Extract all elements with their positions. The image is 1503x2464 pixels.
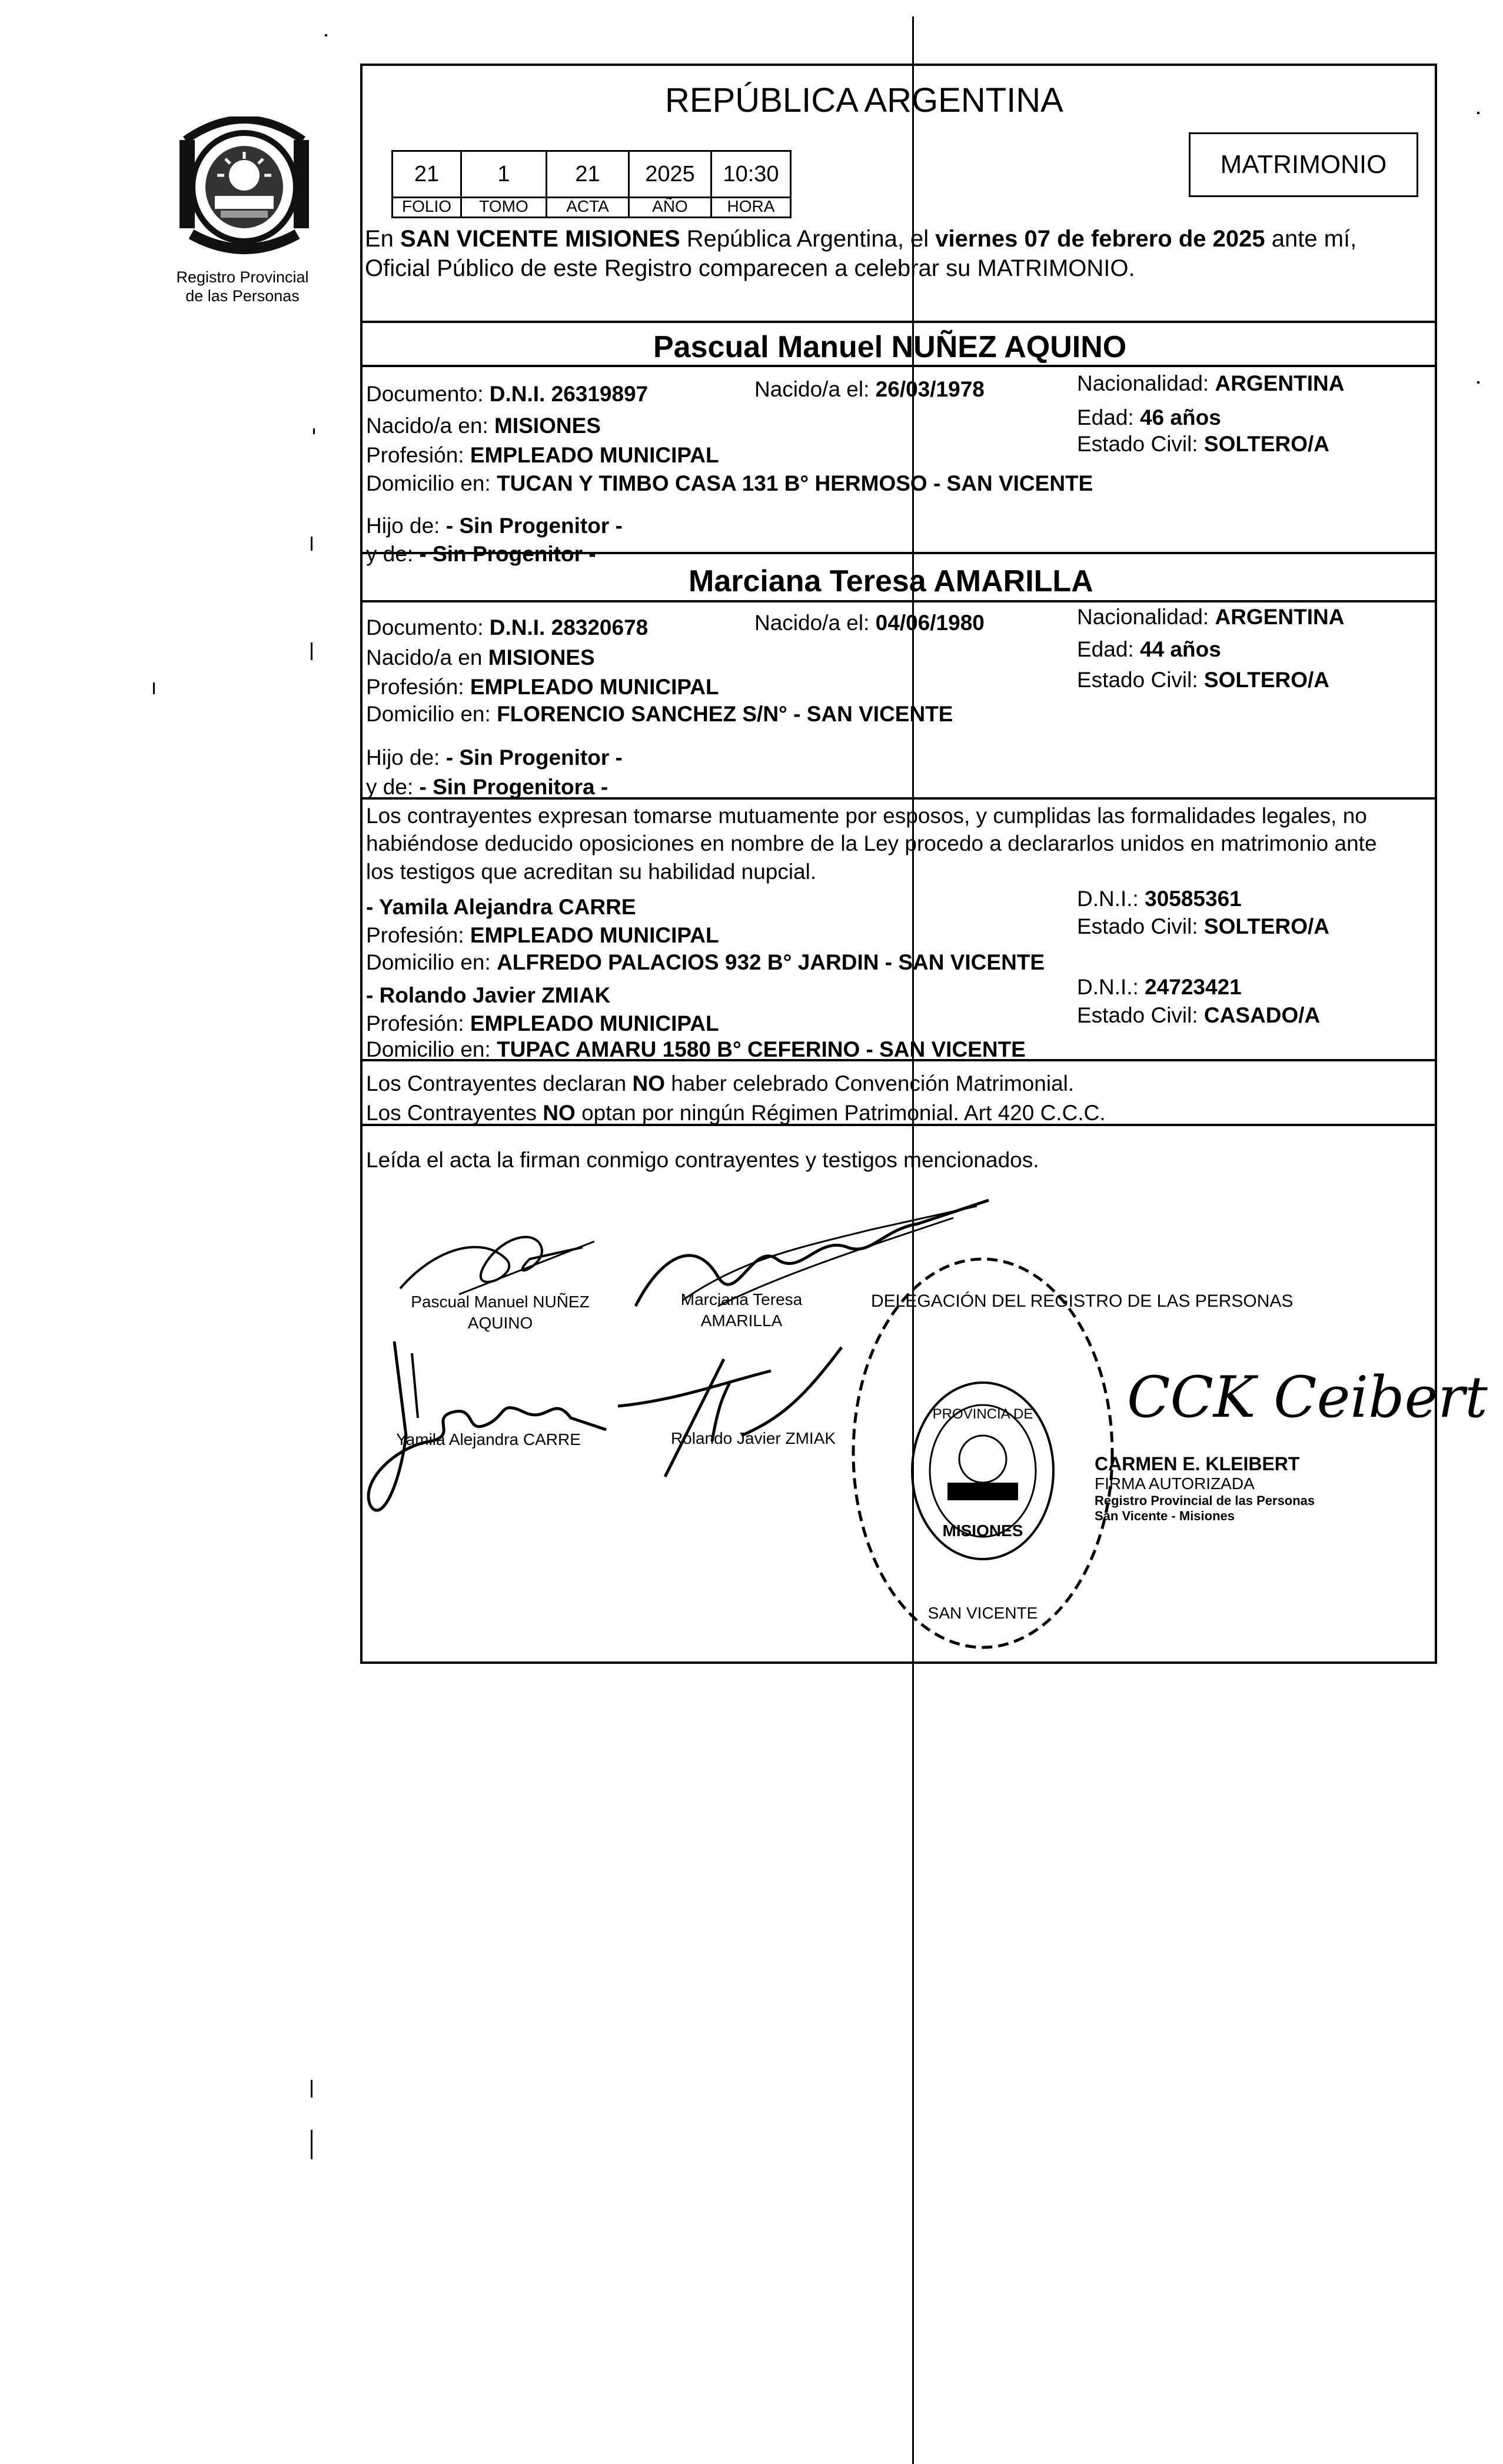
record-cell-hora: 10:30 HORA — [710, 150, 792, 218]
witness2-address: Domicilio en: TUPAC AMARU 1580 B° CEFERINO - SAN VICENTE — [366, 1037, 1026, 1061]
spouse1-born-date: Nacido/a el: 26/03/1978 — [754, 377, 985, 401]
official-signature: CCK Ceibert — [1127, 1364, 1488, 1430]
intro-line1: En SAN VICENTE MISIONES República Argentina, el viernes 07 de febrero de 2025 ante mí, — [365, 226, 1357, 252]
signature-label-spouse2-line2: AMARILLA — [700, 1311, 783, 1330]
signature-label-spouse1-line1: Pascual Manuel NUÑEZ — [411, 1293, 590, 1311]
spouse2-document: Documento: D.N.I. 28320678 — [366, 615, 649, 640]
spouse1-civil-status: Estado Civil: SOLTERO/A — [1077, 432, 1330, 456]
consent-line2: habiéndose deducido oposiciones en nombre de la Ley procedo a declararlos unidos en matrimonio ante — [366, 831, 1377, 855]
page-title: REPÚBLICA ARGENTINA — [665, 81, 1063, 119]
logo-caption-line1: Registro Provincial — [176, 268, 309, 286]
stamp-bottom-text: SAN VICENTE — [927, 1604, 1038, 1622]
spouse1-mother: y de: - Sin Progenitor - — [366, 542, 596, 566]
closing-text: Leída el acta la firman conmigo contrayentes y testigos mencionados. — [366, 1148, 1039, 1172]
spouse1-nationality: Nacionalidad: ARGENTINA — [1077, 371, 1345, 395]
official-role: FIRMA AUTORIZADA — [1095, 1474, 1255, 1493]
stamp-ring-text: DELEGACIÓN DEL REGISTRO DE LAS PERSONAS — [871, 1291, 1293, 1311]
spouse2-born-date: Nacido/a el: 04/06/1980 — [754, 611, 985, 635]
official-name: CARMEN E. KLEIBERT — [1095, 1453, 1300, 1474]
record-cell-folio: 21 FOLIO — [391, 150, 462, 218]
signature-label-witness1: Yamila Alejandra CARRE — [396, 1430, 581, 1449]
spouse1-address: Domicilio en: TUCAN Y TIMBO CASA 131 B° HERMOSO - SAN VICENTE — [366, 471, 1093, 495]
official-office1: Registro Provincial de las Personas — [1095, 1493, 1315, 1508]
stamp-inner-bottom: MISIONES — [942, 1521, 1023, 1540]
scan-speck — [1477, 112, 1479, 114]
spouse2-birthplace: Nacido/a en MISIONES — [366, 645, 595, 670]
scan-speck — [153, 682, 155, 694]
spouse2-civil-status: Estado Civil: SOLTERO/A — [1077, 668, 1330, 692]
declaration-regime: Los Contrayentes NO optan por ningún Régimen Patrimonial. Art 420 C.C.C. — [366, 1101, 1106, 1125]
divider — [360, 321, 1437, 323]
scan-speck — [311, 2130, 312, 2159]
spouse2-father: Hijo de: - Sin Progenitor - — [366, 745, 623, 770]
signature-witness2 — [606, 1336, 865, 1489]
witness2-civil-status: Estado Civil: CASADO/A — [1077, 1003, 1321, 1027]
stamp-inner-top: PROVINCIA DE — [932, 1406, 1033, 1422]
witness1-address: Domicilio en: ALFREDO PALACIOS 932 B° JARDIN - SAN VICENTE — [366, 950, 1045, 974]
witness1-civil-status: Estado Civil: SOLTERO/A — [1077, 914, 1330, 938]
spouse2-address: Domicilio en: FLORENCIO SANCHEZ S/N° - SAN VICENTE — [366, 702, 953, 726]
witness2-name: - Rolando Javier ZMIAK — [366, 983, 611, 1007]
misiones-seal-icon — [174, 116, 315, 264]
scan-speck — [311, 537, 312, 551]
signature-label-spouse1-line2: AQUINO — [467, 1314, 533, 1332]
witness2-profession: Profesión: EMPLEADO MUNICIPAL — [366, 1011, 719, 1035]
witness2-dni: D.N.I.: 24723421 — [1077, 975, 1242, 999]
witness1-name: - Yamila Alejandra CARRE — [366, 895, 636, 919]
record-cell-tomo: 1 TOMO — [460, 150, 547, 218]
record-cell-acta: 21 ACTA — [546, 150, 630, 218]
spouse2-age: Edad: 44 años — [1077, 637, 1221, 661]
scan-speck — [325, 34, 327, 36]
spouse2-profession: Profesión: EMPLEADO MUNICIPAL — [366, 675, 719, 699]
scan-speck — [311, 2080, 312, 2097]
spouse1-document: Documento: D.N.I. 26319897 — [366, 382, 649, 406]
spouse1-name: Pascual Manuel NUÑEZ AQUINO — [653, 330, 1127, 364]
witness1-profession: Profesión: EMPLEADO MUNICIPAL — [366, 923, 719, 947]
declaration-convention: Los Contrayentes declaran NO haber celebrado Convención Matrimonial. — [366, 1071, 1075, 1096]
logo-caption-line2: de las Personas — [185, 287, 300, 305]
scan-speck — [1477, 381, 1479, 384]
scan-speck — [313, 428, 315, 434]
official-office2: San Vicente - Misiones — [1095, 1509, 1235, 1523]
signature-label-witness2: Rolando Javier ZMIAK — [670, 1429, 836, 1447]
spouse1-birthplace: Nacido/a en: MISIONES — [366, 414, 601, 438]
spouse1-father: Hijo de: - Sin Progenitor - — [366, 514, 623, 538]
scan-speck — [311, 642, 312, 660]
record-cell-ano: 2025 AÑO — [628, 150, 712, 218]
spouse2-name: Marciana Teresa AMARILLA — [689, 564, 1093, 598]
spouse2-nationality: Nacionalidad: ARGENTINA — [1077, 605, 1345, 629]
divider — [360, 365, 1437, 367]
intro-line2: Oficial Público de este Registro comparecen a celebrar su MATRIMONIO. — [365, 255, 1135, 281]
spouse1-age: Edad: 46 años — [1077, 405, 1221, 429]
witness1-dni: D.N.I.: 30585361 — [1077, 887, 1242, 911]
spouse1-profession: Profesión: EMPLEADO MUNICIPAL — [366, 443, 719, 467]
act-type-box: MATRIMONIO — [1189, 132, 1418, 197]
divider — [360, 600, 1437, 602]
consent-line3: los testigos que acreditan su habilidad nupcial. — [366, 860, 817, 884]
consent-line1: Los contrayentes expresan tomarse mutuamente por esposos, y cumplidas las formalidades legales, no — [366, 804, 1367, 828]
signature-label-spouse2-line1: Marciana Teresa — [680, 1290, 803, 1308]
spouse2-mother: y de: - Sin Progenitora - — [366, 775, 608, 799]
